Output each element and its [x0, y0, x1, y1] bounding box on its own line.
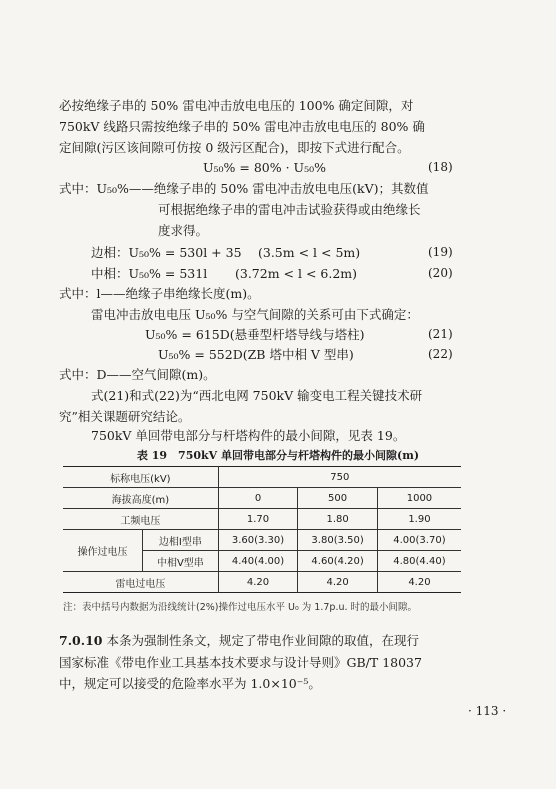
- equation-number: (18): [428, 160, 453, 174]
- equation-22: U₅₀% = 552D(ZB 塔中相 V 型串): [158, 347, 354, 362]
- table-cell: 1.70: [218, 509, 298, 530]
- table-row-label: 中相Ⅴ型串: [143, 551, 219, 572]
- section-number: 7.0.10: [59, 633, 103, 648]
- page-number: · 113 ·: [468, 704, 507, 718]
- table-cell: 3.60(3.30): [218, 530, 298, 551]
- table-caption: 表 19 750kV 单回带电部分与杆塔构件的最小间隙(m): [136, 449, 420, 462]
- body-line: 究”相关课题研究结论。: [59, 409, 191, 424]
- body-line: 750kV 单回带电部分与杆塔构件的最小间隙，见表 19。: [91, 428, 406, 443]
- equation-20: 中相：U₅₀% = 531l: [91, 266, 208, 281]
- body-line: 750kV 线路只需按绝缘子串的 50% 雷电冲击放电电压的 80% 确: [59, 119, 425, 134]
- equation-number: (19): [428, 245, 453, 259]
- table-cell: 4.60(4.20): [298, 551, 378, 572]
- body-line: 定间隙(污区该间隙可仿按 0 级污区配合)，即按下式进行配合。: [59, 140, 410, 155]
- table-cell: 4.80(4.40): [377, 551, 461, 572]
- equation-19: 边相：U₅₀% = 530l + 35: [91, 245, 242, 260]
- body-line: 必按绝缘子串的 50% 雷电冲击放电电压的 100% 确定间隙，对: [59, 98, 414, 113]
- equation-number: (20): [428, 266, 453, 280]
- table-row-label: 雷电过电压: [63, 572, 218, 593]
- table-row-label: 边相Ⅰ型串: [143, 530, 219, 551]
- table-cell: 4.20: [377, 572, 461, 593]
- equation-18: U₅₀% = 80% · U₅₀%: [203, 160, 326, 175]
- where-clause: 式中：U₅₀%——绝缘子串的 50% 雷电冲击放电电压(kV)；其数值: [59, 181, 429, 196]
- table-cell: 1.90: [377, 509, 461, 530]
- table-group-label: 操作过电压: [63, 530, 143, 572]
- where-clause: 式中：D——空气间隙(m)。: [59, 367, 216, 382]
- table-cell: 3.80(3.50): [298, 530, 378, 551]
- section-text: 本条为强制性条文，规定了带电作业间隙的取值，在现行: [106, 633, 419, 648]
- equation-condition: (3.72m < l < 6.2m): [235, 266, 358, 281]
- section-line: 国家标准《带电作业工具基本技术要求与设计导则》GB/T 18037: [59, 655, 422, 670]
- table-row: [63, 572, 461, 593]
- equation-condition: (3.5m < l < 5m): [258, 245, 361, 260]
- body-line: 雷电冲击放电电压 U₅₀% 与空气间隙的关系可由下式确定：: [91, 307, 419, 322]
- table-header-cell: 750: [218, 467, 461, 488]
- table-cell: 4.00(3.70): [377, 530, 461, 551]
- section-line: [59, 633, 419, 649]
- table-note: 注：表中括号内数据为沿线统计(2%)操作过电压水平 U₀ 为 1.7p.u. 时的最小间隙。: [63, 602, 418, 613]
- body-line: 式(21)和式(22)为“西北电网 750kV 输变电工程关键技术研: [91, 388, 423, 403]
- table-cell: 4.20: [218, 572, 298, 593]
- table-cell: 1.80: [298, 509, 378, 530]
- equation-21: U₅₀% = 615D(悬垂型杆塔导线与塔柱): [145, 327, 365, 342]
- where-clause: 度求得。: [158, 223, 209, 238]
- table-header-cell: 0: [218, 488, 298, 509]
- table-row: [63, 530, 461, 551]
- table-cell: 4.40(4.00): [218, 551, 298, 572]
- table-row: [63, 488, 461, 509]
- table-row-label: 工频电压: [63, 509, 218, 530]
- section-line: 中，规定可以接受的危险率水平为 1.0×10⁻⁵。: [59, 676, 321, 691]
- table-row: [63, 467, 461, 488]
- table-row: [63, 509, 461, 530]
- equation-number: (22): [428, 347, 453, 361]
- where-clause: 式中：l——绝缘子串绝缘长度(m)。: [59, 286, 260, 301]
- table-header-cell: 500: [298, 488, 378, 509]
- where-clause: 可根据绝缘子串的雷电冲击试验获得或由绝缘长: [158, 202, 421, 217]
- table-header-cell: 标称电压(kV): [63, 467, 218, 488]
- table-cell: 4.20: [298, 572, 378, 593]
- equation-number: (21): [428, 327, 453, 341]
- table-header-cell: 海拔高度(m): [63, 488, 218, 509]
- clearance-table: [63, 466, 461, 593]
- table-header-cell: 1000: [377, 488, 461, 509]
